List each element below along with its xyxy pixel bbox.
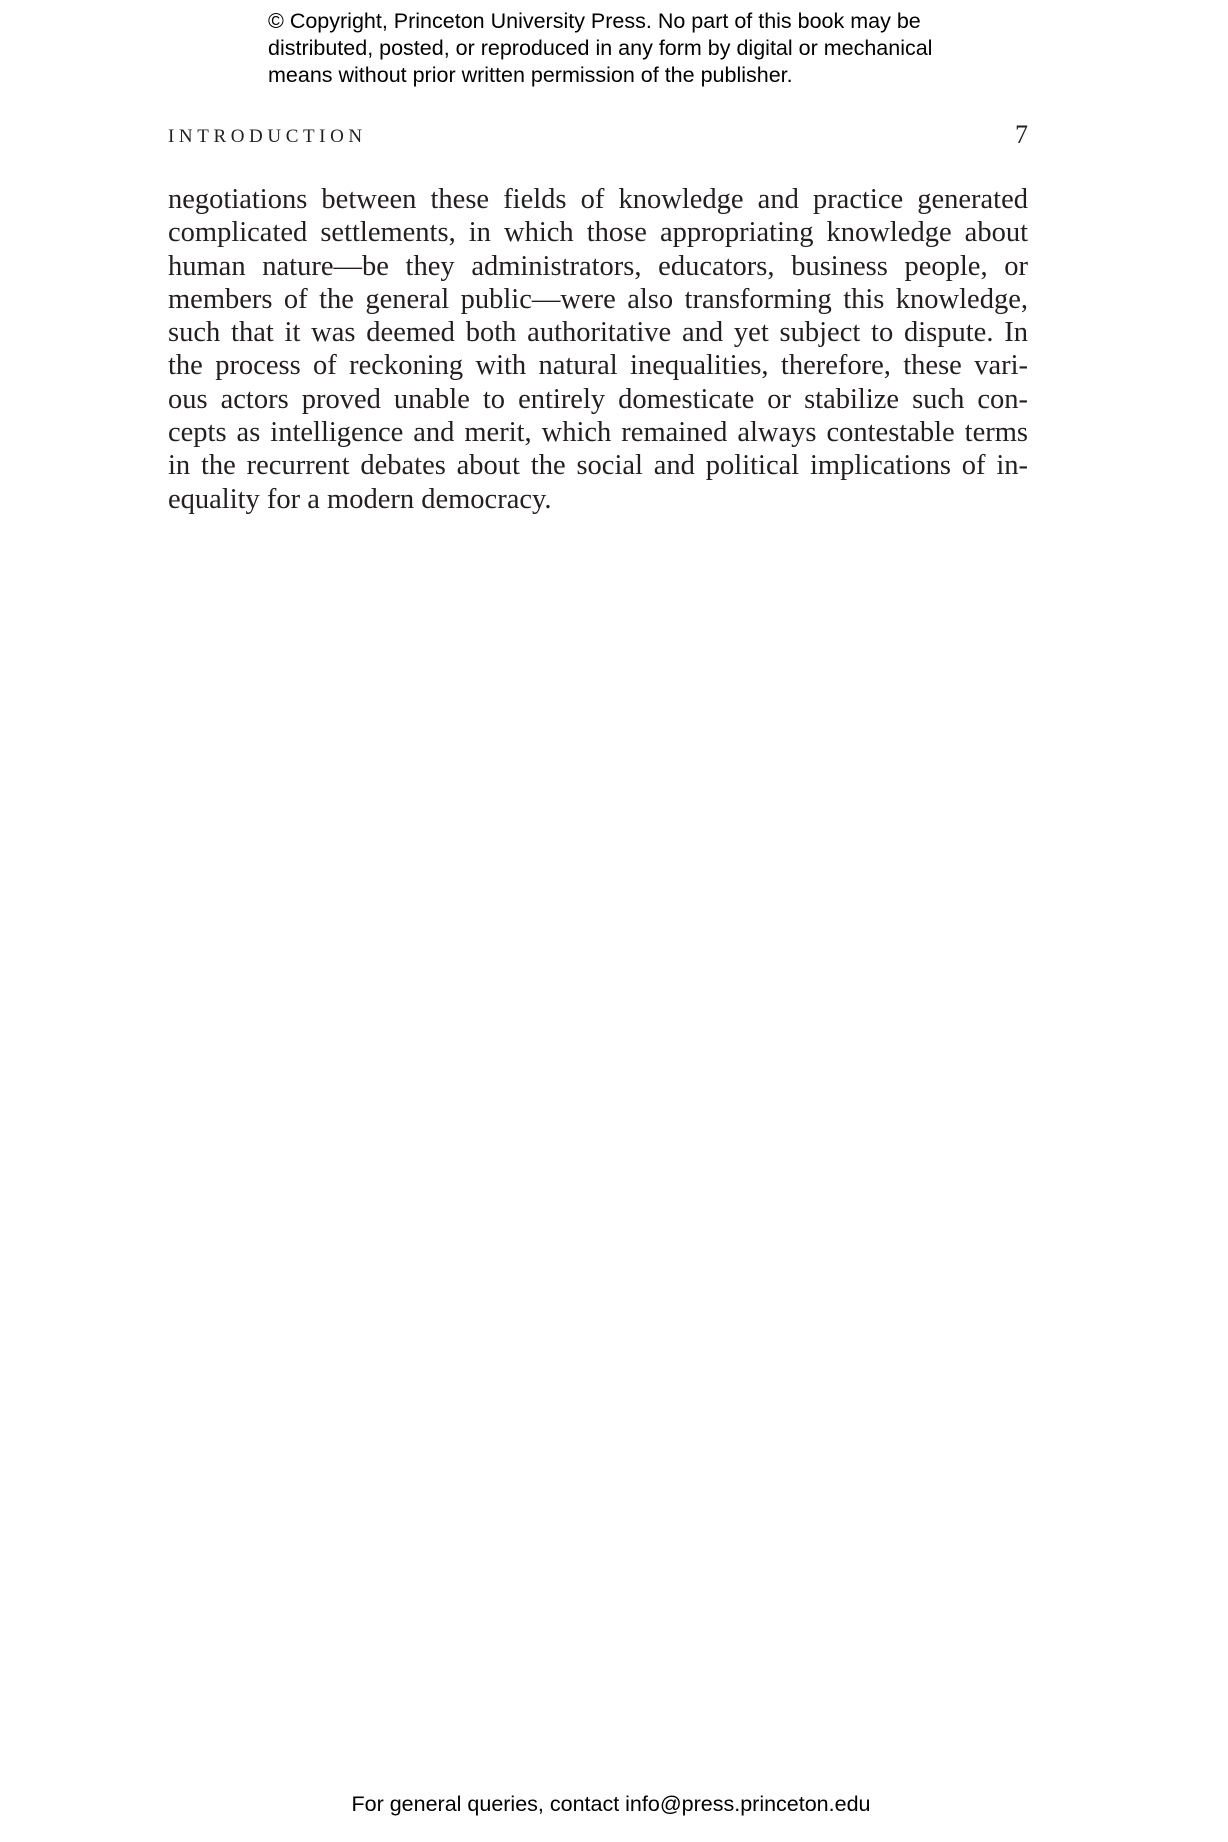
- text-line: ous actors proved unable to entirely domesticate or stabilize such con-: [168, 383, 1028, 415]
- text-line: equality for a modern democracy.: [168, 483, 552, 515]
- text-line: cepts as intelligence and merit, which remained always contestable terms: [168, 417, 1028, 449]
- running-head: INTRODUCTION: [168, 126, 367, 147]
- text-line: the process of reckoning with natural inequalities, therefore, these vari-: [168, 350, 1028, 382]
- footer-contact-text: For general queries, contact info@press.princeton.edu: [351, 1792, 871, 1816]
- page-number: 7: [1015, 120, 1028, 149]
- copyright-notice: [268, 8, 1008, 89]
- text-line: negotiations between these fields of knowledge and practice generated: [168, 184, 1028, 215]
- text-line: complicated settlements, in which those appropriating knowledge about: [168, 217, 1028, 249]
- text-line: such that it was deemed both authoritative and yet subject to dispute. In: [168, 317, 1028, 349]
- text-line: in the recurrent debates about the social and political implications of in-: [168, 450, 1028, 482]
- copyright-line: distributed, posted, or reproduced in any form by digital or mechanical: [268, 36, 933, 60]
- body-paragraph: [168, 183, 1028, 516]
- text-line: members of the general public—were also transforming this knowledge,: [168, 283, 1028, 315]
- footer-contact: [0, 1792, 1228, 1817]
- copyright-line: © Copyright, Princeton University Press. No part of this book may be: [268, 9, 921, 33]
- copyright-line: means without prior written permission of the publisher.: [268, 63, 793, 87]
- text-line: human nature—be they administrators, educators, business people, or: [168, 250, 1028, 282]
